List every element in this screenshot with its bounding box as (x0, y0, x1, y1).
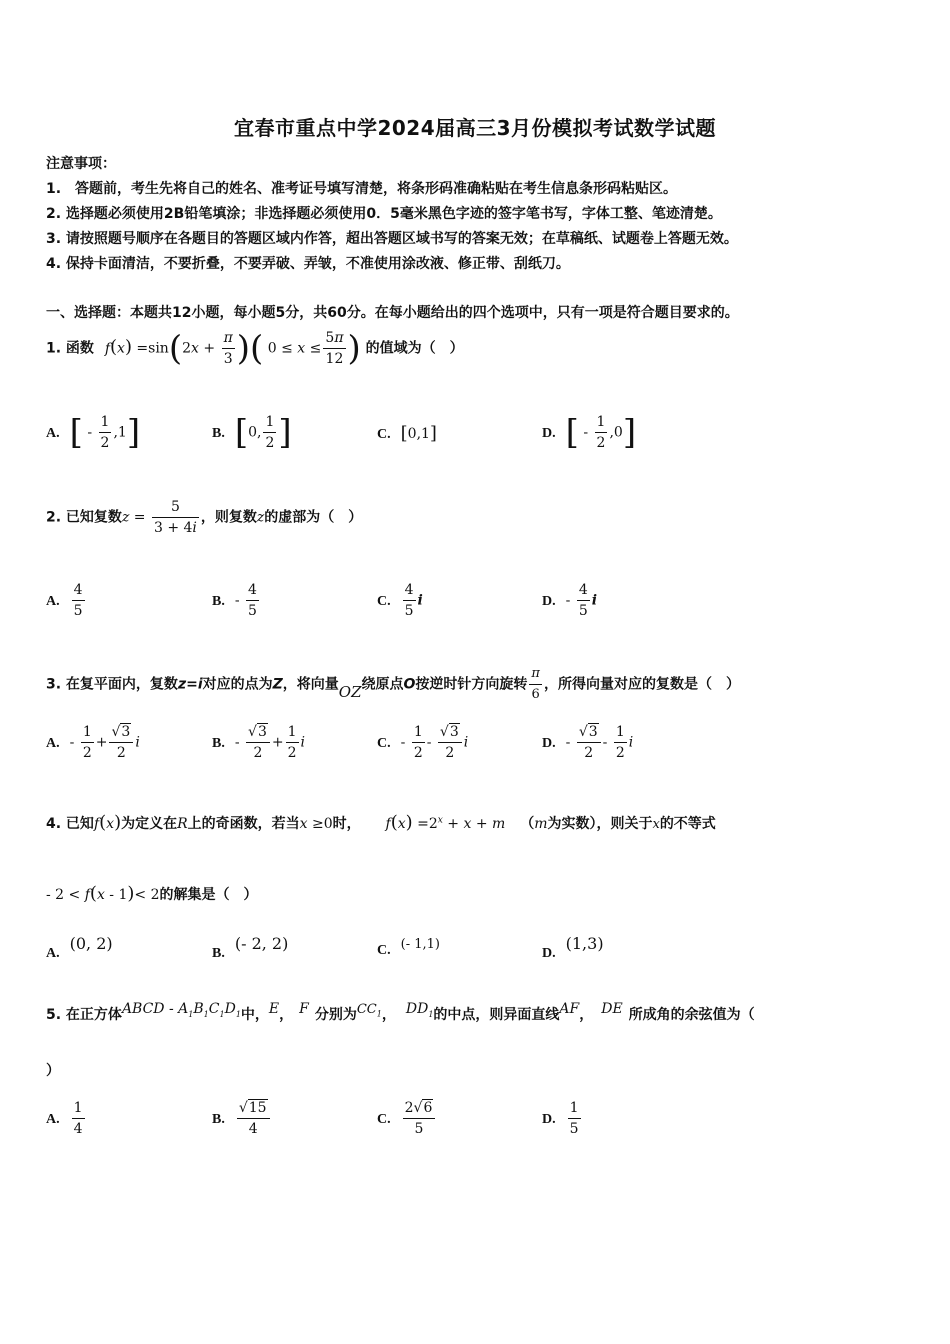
page-title: 宜春市重点中学2024届高三3月份模拟考试数学试题 (233, 116, 717, 140)
question-4: 4. 已知f(x)为定义在R上的奇函数，若当x ≥0时， $f(x) =2^x + x + m$ （m为实数），则关于x的不等式 (46, 812, 716, 833)
notice-heading: 注意事项： (46, 156, 116, 172)
q2-option-d[interactable]: D. - $\frac{4}{5}$ i (542, 582, 598, 619)
q1-option-c[interactable]: C. [0,1] (377, 423, 437, 444)
q1-function: f (104, 340, 110, 357)
q4-option-a[interactable]: A.(0, 2) (46, 934, 113, 961)
q1-option-b[interactable]: B. [0, $\frac{1}{2}$ ] (212, 412, 292, 453)
q3-option-b[interactable]: B. - $\frac{√3}{2}$ + $\frac{1}{2}$ i (212, 724, 306, 761)
q1-option-d[interactable]: D. [ - $\frac{1}{2}$ ,0] (542, 412, 637, 453)
q2-option-b[interactable]: B. - $\frac{4}{5}$ (212, 582, 257, 619)
q5-option-c[interactable]: C. $\frac{2√6}{5}$ (377, 1098, 437, 1139)
question-4-line-2: - 2 < f(x - 1)< 2的解集是（ ） (46, 883, 258, 904)
notice-item-1: 1. 答题前，考生先将自己的姓名、准考证号填写清楚，将条形码准确粘贴在考生信息条形码粘贴区。 (46, 181, 678, 197)
section-heading: 一、选择题：本题共12小题，每小题5分，共60分。在每小题给出的四个选项中，只有一项是符合题目要求的。 (46, 305, 739, 321)
q4-option-c[interactable]: C. (- 1,1) (377, 937, 440, 958)
question-3: 3. 在复平面内，复数z=i对应的点为Z，将向量OZ绕原点O按逆时针方向旋转 $\frac{\pi}{6}$ ，所得向量对应的复数是（ ） (46, 666, 740, 702)
notice-item-3: 3. 请按照题号顺序在各题目的答题区域内作答，超出答题区域书写的答案无效；在草稿纸、试题卷上答题无效。 (46, 231, 738, 247)
q2-option-a[interactable]: A. $\frac{4}{5}$ (46, 582, 83, 619)
question-5-line-2: ） (46, 1063, 60, 1079)
q3-option-a[interactable]: A. - $\frac{1}{2}$ + $\frac{√3}{2}$ i (46, 724, 140, 761)
q4-option-d[interactable]: D.(1,3) (542, 934, 604, 961)
q2-option-c[interactable]: C. $\frac{4}{5}$ i (377, 582, 423, 619)
q3-option-c[interactable]: C. - $\frac{1}{2}$ - $\frac{√3}{2}$ i (377, 724, 469, 761)
question-2: 2. 已知复数z = $\frac{5}{3 + 4i}$ ，则复数z的虚部为（ ） (46, 499, 363, 536)
q1-number: 1. 函数 (46, 340, 94, 357)
q5-option-a[interactable]: A. $\frac{1}{4}$ (46, 1100, 83, 1137)
q4-option-b[interactable]: B.(- 2, 2) (212, 934, 289, 961)
notice-item-2: 2. 选择题必须使用2B铅笔填涂；非选择题必须使用0．5毫米黑色字迹的签字笔书写，字体工整、笔迹清楚。 (46, 206, 722, 222)
q3-option-d[interactable]: D. - $\frac{√3}{2}$ - $\frac{1}{2}$ i (542, 724, 634, 761)
q1-option-a[interactable]: A. [ - $\frac{1}{2}$ ,1] (46, 412, 141, 453)
question-1: 1. 函数 f(x) =sin(2x + $\frac{\pi}{3}$ )( 0 ≤ x ≤ $\frac{5\pi}{12}$ ) 的值域为（ ） (46, 328, 464, 369)
question-5: 5. 在正方体ABCD - $A_1B_1C_1D_1$中，E， F 分别为$CC_1$， $DD_1$的中点，则异面直线AF， DE 所成角的余弦值为（ (46, 1001, 755, 1023)
q1-tail: 的值域为（ ） (365, 340, 464, 357)
q5-option-b[interactable]: B. $\frac{√15}{4}$ (212, 1098, 272, 1139)
q5-option-d[interactable]: D. $\frac{1}{5}$ (542, 1100, 579, 1137)
notice-item-4: 4. 保持卡面清洁，不要折叠，不要弄破、弄皱，不准使用涂改液、修正带、刮纸刀。 (46, 256, 570, 272)
